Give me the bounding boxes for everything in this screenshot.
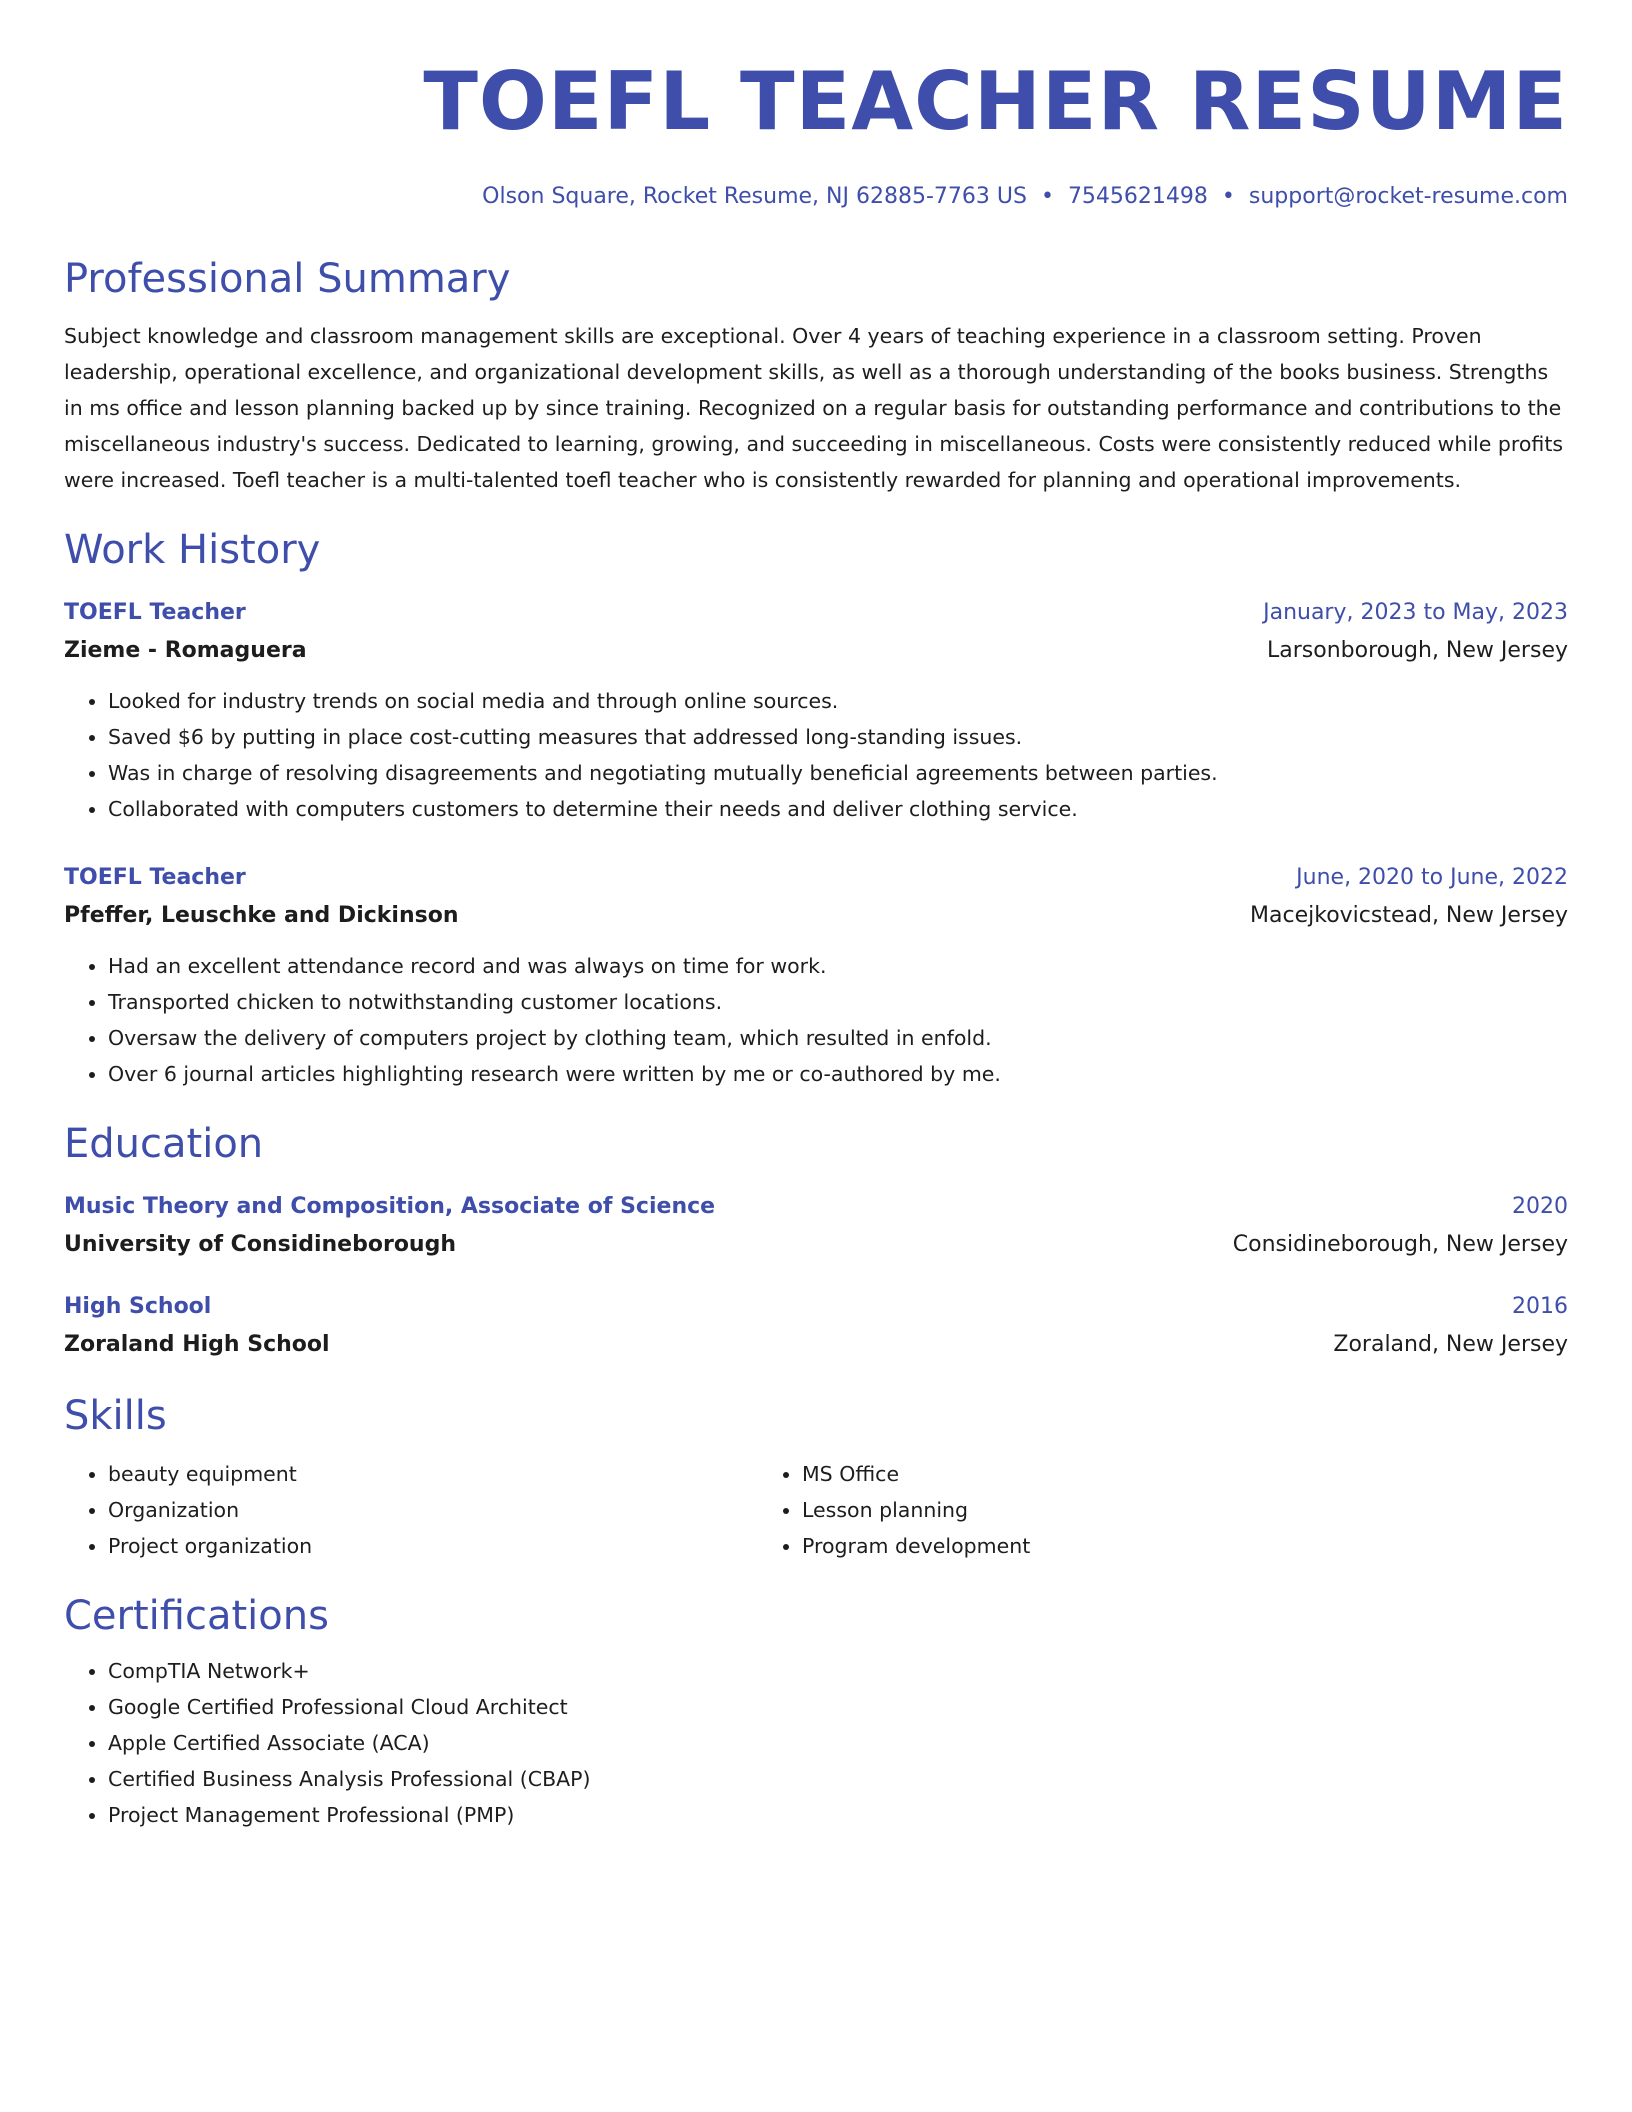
education-entry (64, 1188, 1568, 1264)
degree-title: High School (64, 1294, 212, 1319)
job-bullet: • Looked for industry trends on social media and through online sources. (108, 683, 1568, 719)
skills-list (64, 1456, 1568, 1564)
job-header-row (64, 859, 1568, 897)
certification-item: • Certified Business Analysis Professional (CBAP) (108, 1761, 1568, 1797)
address: Olson Square, Rocket Resume, NJ 62885-7763 US (482, 184, 1027, 209)
resume-header (64, 0, 1568, 211)
certifications-list (64, 1653, 1568, 1833)
job-location: Macejkovicstead, New Jersey (1250, 903, 1568, 928)
education-school-row (64, 1226, 1568, 1264)
job-bullet: • Over 6 journal articles highlighting research were written by me or co-authored by me. (108, 1056, 1568, 1092)
job-bullet: • Was in charge of resolving disagreements and negotiating mutually beneficial agreements between parties. (108, 755, 1568, 791)
school-name: University of Considineborough (64, 1232, 457, 1257)
job-company: Pfeffer, Leuschke and Dickinson (64, 903, 459, 928)
job-dates: June, 2020 to June, 2022 (1296, 865, 1568, 890)
school-location: Zoraland, New Jersey (1333, 1332, 1568, 1357)
degree-title: Music Theory and Composition, Associate of Science (64, 1194, 716, 1219)
separator-dot: • (1040, 184, 1054, 209)
job-location: Larsonborough, New Jersey (1267, 638, 1568, 663)
skill-item: • Project organization (108, 1528, 758, 1564)
job-title: TOEFL Teacher (64, 865, 246, 890)
certification-item: • Apple Certified Associate (ACA) (108, 1725, 1568, 1761)
job-bullet: • Oversaw the delivery of computers project by clothing team, which resulted in enfold. (108, 1020, 1568, 1056)
page-title: TOEFL TEACHER RESUME (423, 55, 1568, 148)
certification-item: • Google Certified Professional Cloud Architect (108, 1689, 1568, 1725)
job-dates: January, 2023 to May, 2023 (1263, 600, 1568, 625)
summary-text: Subject knowledge and classroom management skills are exceptional. Over 4 years of teaching experience in a classroom setting. Proven leadership, operational excellence, and organizational development skills, as well as a thorough understanding of the books business. Strengths in ms office and lesson planning backed up by since training. Recognized on a regular basis for outstanding performance and contributions to the miscellaneous industry's success. Dedicated to learning, growing, and succeeding in miscellaneous. Costs were consistently reduced while profits were increased. Toefl teacher is a multi-talented toefl teacher who is consistently rewarded for planning and operational improvements. (64, 324, 1564, 492)
job-bullet: • Transported chicken to notwithstanding customer locations. (108, 984, 1568, 1020)
education-year: 2020 (1512, 1194, 1568, 1219)
skills-column-left (64, 1456, 758, 1564)
job-bullets (64, 683, 1568, 827)
job-bullet: • Had an excellent attendance record and was always on time for work. (108, 948, 1568, 984)
job-company-row (64, 897, 1568, 935)
education-school-row (64, 1326, 1568, 1364)
separator-dot: • (1221, 184, 1235, 209)
contact-line (64, 183, 1568, 211)
certification-item: • CompTIA Network+ (108, 1653, 1568, 1689)
skill-item: • MS Office (802, 1456, 1452, 1492)
work-history-heading: Work History (64, 527, 321, 573)
certification-item: • Project Management Professional (PMP) (108, 1797, 1568, 1833)
email-link[interactable]: support@rocket-resume.com (1248, 184, 1568, 209)
summary-heading: Professional Summary (64, 256, 511, 302)
education-year: 2016 (1512, 1294, 1568, 1319)
job-entry (64, 859, 1568, 1092)
education-entry (64, 1288, 1568, 1364)
job-bullet: • Saved $6 by putting in place cost-cutting measures that addressed long-standing issues. (108, 719, 1568, 755)
job-bullets (64, 948, 1568, 1092)
education-header-row (64, 1288, 1568, 1326)
job-company: Zieme - Romaguera (64, 638, 307, 663)
skills-column-right (758, 1456, 1452, 1564)
phone: 7545621498 (1067, 184, 1208, 209)
school-name: Zoraland High School (64, 1332, 330, 1357)
job-bullet: • Collaborated with computers customers to determine their needs and deliver clothing service. (108, 791, 1568, 827)
job-title: TOEFL Teacher (64, 600, 246, 625)
skills-heading: Skills (64, 1393, 167, 1439)
education-header-row (64, 1188, 1568, 1226)
skill-item: • Organization (108, 1492, 758, 1528)
job-company-row (64, 632, 1568, 670)
certifications-heading: Certifications (64, 1593, 329, 1639)
skill-item: • Program development (802, 1528, 1452, 1564)
skill-item: • Lesson planning (802, 1492, 1452, 1528)
school-location: Considineborough, New Jersey (1232, 1232, 1568, 1257)
job-header-row (64, 594, 1568, 632)
skill-item: • beauty equipment (108, 1456, 758, 1492)
job-entry (64, 594, 1568, 827)
education-heading: Education (64, 1121, 264, 1167)
